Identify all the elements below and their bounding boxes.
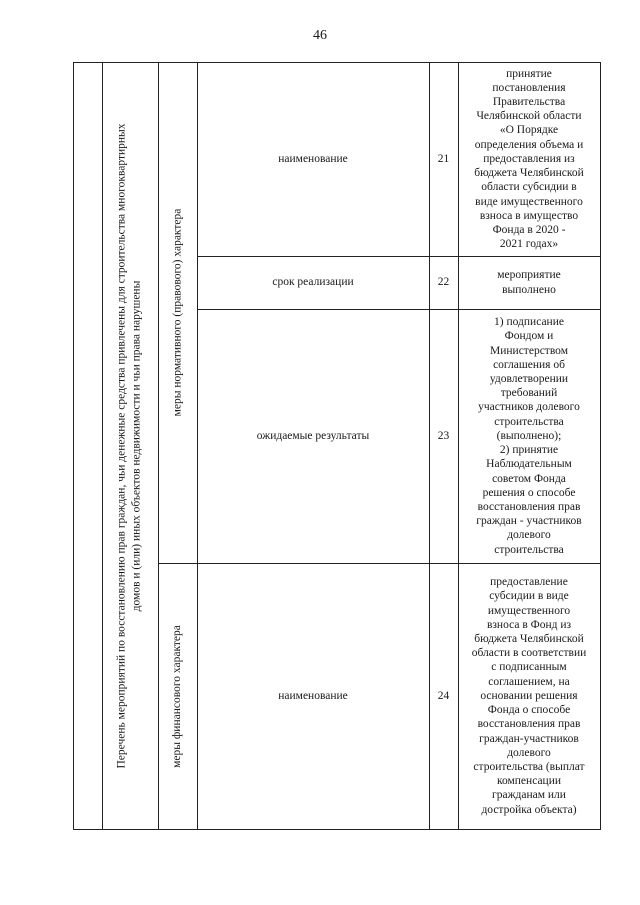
group-cell-normative: [158, 62, 197, 563]
value-cell: [458, 309, 600, 563]
value-line: взноса в Фонд из: [486, 618, 572, 631]
value-line: восстановления прав: [477, 718, 581, 731]
value-line: имущественного: [487, 604, 571, 617]
row-number: 24: [437, 689, 450, 702]
value-line: строительства: [494, 543, 564, 556]
value-line: строительства: [494, 415, 564, 428]
value-line: (выполнено);: [496, 429, 562, 442]
value-line: взноса в имущество: [479, 209, 579, 222]
section-title-line: Перечень мероприятий по восстановлению прав граждан, чьи денежные средства привлечены для строительства многоквартирных: [116, 122, 129, 769]
value-line: области субсидии в: [481, 181, 577, 194]
value-line: Челябинской области: [476, 110, 582, 123]
row-number-cell: [429, 563, 458, 829]
row-number: 22: [437, 276, 450, 289]
table-row: [197, 563, 429, 829]
value-line: 2) принятие: [499, 444, 559, 457]
value-line: мероприятие: [497, 269, 561, 282]
value-cell: [458, 256, 600, 309]
field-name: ожидаемые результаты: [256, 429, 370, 442]
value-line: долевого: [507, 746, 551, 759]
value-line: граждан - участников: [476, 515, 582, 528]
value-line: с подписанным: [491, 661, 567, 674]
value-line: бюджета Челябинской: [474, 167, 584, 180]
value-line: Фонда о способе: [487, 704, 571, 717]
value-line: участников долевого: [478, 401, 580, 414]
value-line: Правительства: [492, 96, 566, 109]
value-line: достройка объекта): [481, 803, 577, 816]
value-line: Фонда в 2020 -: [492, 223, 566, 236]
value-line: граждан-участников: [479, 732, 579, 745]
value-line: выполнено: [502, 283, 556, 296]
value-line: удовлетворении: [489, 373, 569, 386]
value-line: постановления: [492, 81, 566, 94]
row-number-cell: [429, 309, 458, 563]
value-line: «О Порядке: [499, 124, 559, 137]
value-line: гражданам или: [492, 789, 566, 802]
value-line: 1) подписание: [494, 316, 564, 329]
value-cell: [458, 563, 600, 829]
value-line: долевого: [507, 529, 551, 542]
value-line: строительства (выплат: [473, 760, 585, 773]
group-label: меры финансового характера: [171, 624, 183, 768]
row-number: 23: [437, 429, 450, 442]
field-value: [470, 67, 588, 252]
table-row: [197, 256, 429, 309]
value-line: определения объема и: [474, 138, 584, 151]
value-line: 2021 годах»: [499, 238, 559, 251]
value-line: требований: [500, 387, 558, 400]
field-value: [468, 575, 591, 816]
value-line: субсидии в виде: [489, 590, 569, 603]
row-number-cell: [429, 62, 458, 256]
value-line: соглашения об: [493, 358, 565, 371]
value-line: основании решения: [480, 689, 578, 702]
table-row: [197, 309, 429, 563]
section-title-line: домов и (или) иных объектов недвижимости и чьи права нарушены: [131, 280, 144, 611]
value-line: восстановления прав: [477, 500, 581, 513]
field-name: срок реализации: [272, 276, 354, 289]
value-line: предоставление: [490, 576, 568, 589]
value-line: виде имущественного: [475, 195, 583, 208]
value-line: области в соответствии: [471, 647, 587, 660]
field-name: наименование: [278, 689, 348, 702]
field-name: наименование: [278, 152, 348, 165]
value-line: соглашением, на: [488, 675, 570, 688]
value-line: Министерством: [490, 344, 568, 357]
table-left-border: [73, 62, 74, 830]
group-cell-financial: [158, 563, 197, 829]
page-number: 46: [313, 28, 327, 43]
value-line: советом Фонда: [492, 472, 566, 485]
field-value: [493, 268, 565, 296]
table-right-border: [600, 62, 601, 830]
row-number-cell: [429, 256, 458, 309]
value-line: компенсации: [496, 775, 562, 788]
section-title: [115, 123, 145, 768]
field-value: [472, 315, 585, 556]
value-line: Наблюдательным: [486, 458, 572, 471]
row-number: 21: [437, 152, 450, 165]
table-row: [197, 62, 429, 256]
group-label: меры нормативного (правового) характера: [171, 208, 184, 417]
value-cell: [458, 62, 600, 256]
value-line: решения о способе: [482, 486, 576, 499]
value-line: предоставления из: [483, 152, 575, 165]
value-line: бюджета Челябинской: [474, 633, 584, 646]
value-line: Фондом и: [504, 330, 554, 343]
value-line: принятие: [506, 67, 552, 80]
section-title-cell: [102, 62, 158, 829]
table-bottom-border: [73, 829, 601, 830]
